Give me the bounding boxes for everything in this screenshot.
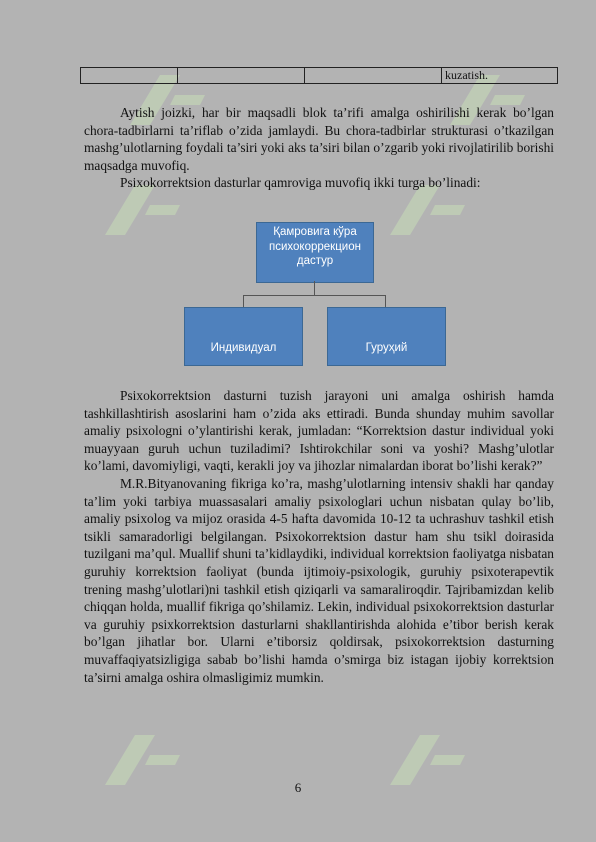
paragraph: Psixokorrektsion dasturni tuzish jarayoni uni amalga oshirish hamda tashkillashtirish asoslarini ham o’zida aks ettiradi. Bunda shunday muhim savollar amaliy psixologni o’ylantirishi kerak, jumladan: “Korrektsion dastur individual yoki muayyaan guruh uchun tuziladimi? Ishtirokchilar soni va yoshi? Mashg’ulotlar ko’lami, davomiyligi, vaqti, kerakli joy va jihozlar nimalardan iborat bo’lishi kerak?” xyxy=(84,388,554,474)
page-number: 6 xyxy=(294,780,302,795)
diagram-connector xyxy=(385,295,386,307)
table-fragment xyxy=(80,67,558,84)
diagram-connector xyxy=(314,281,315,295)
table-cell xyxy=(178,68,305,84)
diagram-root-line2: психокоррекцион xyxy=(269,240,361,253)
table-cell xyxy=(81,68,178,84)
paragraph: Psixokorrektsion dasturlar qamroviga muvofiq ikki turga bo’linadi: xyxy=(120,175,481,191)
main-text xyxy=(84,387,554,686)
intro-text xyxy=(84,104,554,192)
diagram-connector xyxy=(243,295,386,296)
diagram-child-group: Гуруҳий xyxy=(327,307,446,366)
table-cell-last: kuzatish. xyxy=(442,68,558,84)
table-row xyxy=(81,68,558,84)
paragraph: M.R.Bityanovaning fikriga ko’ra, mashg’ulotlarning intensiv shakli har qanday ta’lim yoki tarbiya muassasalari amaliy psixologlari uchun nisbatan qulay bo’lib, amaliy psixolog va mijoz orasida 4-5 hafta davomida 10-12 ta uchrashuv tashkil etish tsikli samaradorligi belgilangan. Psixokorrektsion dastur ham shu tsikl doirasida tuzilgani ma’qul. Muallif shuni ta’kidlaydiki, individual korrektsion faoliyatga nisbatan guruhiy korrektsion faoliyat (bunda ijtimoiy-psixologik, guruhiy psixoterapevtik trening mashg’ulotlari)ni tashkil etish qiziqarli va samaraliroqdir. Tajribamizdan kelib chiqqan holda, muallif fikriga qo’shilamiz. Lekin, individual psixokorrektsion dasturlar va guruhiy psixkorrektsion dasturlarni shakllantirishda alohida e’tibor berish kerak bo’lgan jihatlar bor. Ularni e’tiborsiz qoldirsak, psixokorrektsion dasturning muvaffaqiyatsizligiga sabab bo’lishi hamda o’smirga biz istagan ijobiy korrektsion ta’sirni amalga oshira olmasligimiz mumkin. xyxy=(84,475,554,685)
paragraph: Aytish joizki, har bir maqsadli blok ta’rifi amalga oshirilishi kerak bo’lgan chora-tadbirlarni ta’riflab o’zida jamlaydi. Bu chora-tadbirlar strukturasi o’tkazilgan mashg’ulotlarning foydali ta’siri yoki aks ta’siri bilan o’zgarib yoki rivojlatirilib borishi maqsadga muvofiq. xyxy=(84,105,554,173)
diagram-connector xyxy=(243,295,244,307)
diagram-child-individual: Индивидуал xyxy=(184,307,303,366)
table-cell xyxy=(305,68,442,84)
diagram-root-line3: дастур xyxy=(296,255,334,267)
diagram-root-line1: Қамровига кўра xyxy=(273,226,357,238)
diagram-root-box xyxy=(256,222,374,283)
